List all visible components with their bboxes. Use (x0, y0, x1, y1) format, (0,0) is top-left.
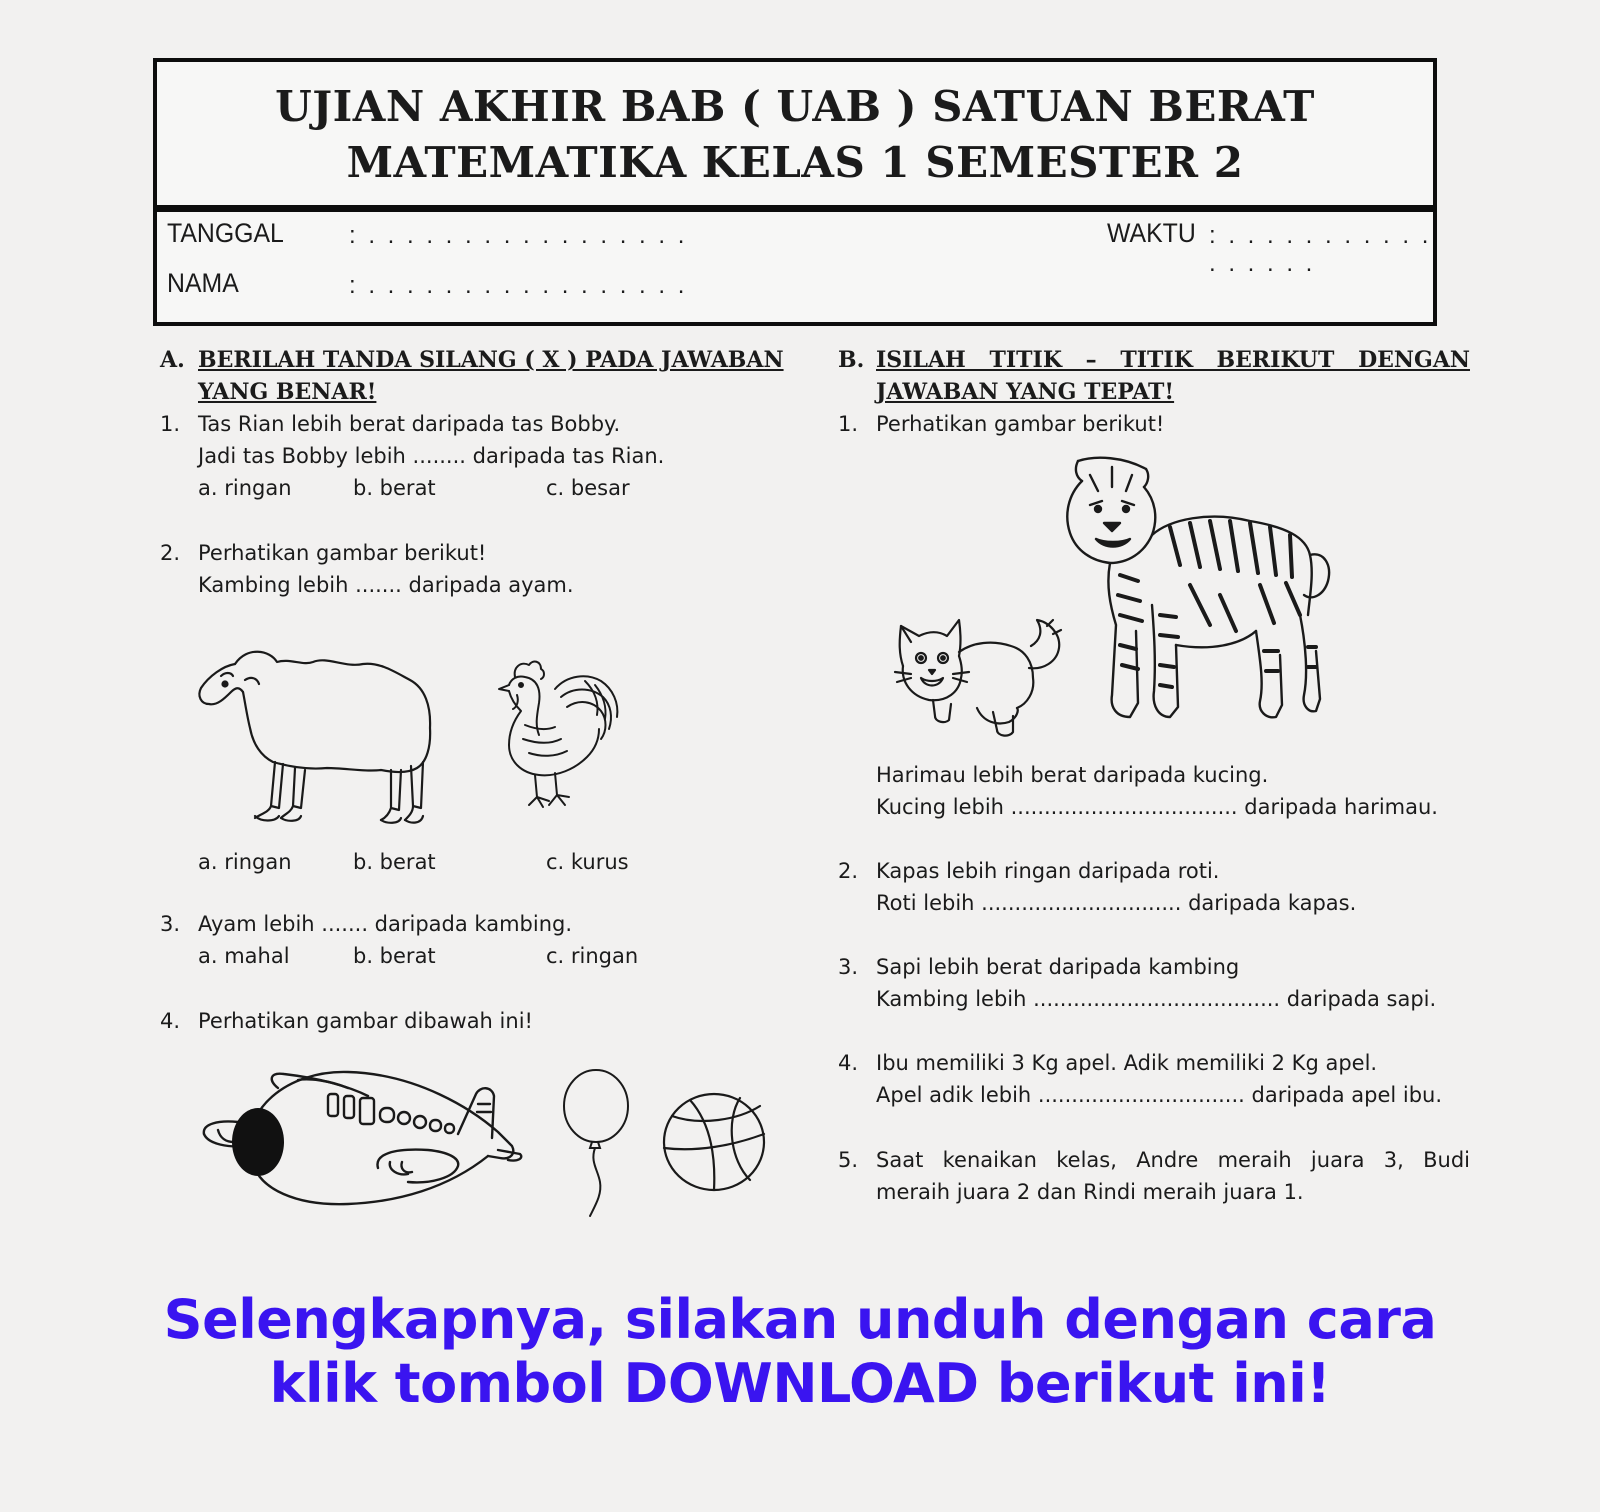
waktu-field: : . . . . . . . . . . . . . . . . . (1209, 222, 1432, 277)
nama-label: NAMA (167, 268, 239, 298)
b-q3-line1: Sapi lebih berat daripada kambing (876, 955, 1240, 979)
section-b-heading-line2: JAWABAN YANG TEPAT! (876, 379, 1175, 405)
b-q1-line2: Harimau lebih berat daripada kucing. (876, 763, 1269, 787)
cat-illustration (893, 612, 1073, 742)
a-q2-line1: Perhatikan gambar berikut! (198, 541, 487, 565)
a-q1-number: 1. (160, 412, 181, 436)
b-q3-line2: Kambing lebih ..................................... daripada sapi. (876, 987, 1437, 1011)
section-a-heading-line1: BERILAH TANDA SILANG ( X ) PADA JAWABAN (198, 347, 784, 373)
section-b-heading-line1: ISILAH TITIK – TITIK BERIKUT DENGAN (876, 347, 1470, 373)
a-q2-option-b: b. berat (353, 850, 436, 874)
section-a-heading-line2: YANG BENAR! (198, 379, 377, 405)
exam-title-box (153, 58, 1437, 209)
section-b-heading (876, 344, 1470, 408)
b-q2-line2: Roti lebih .............................. daripada kapas. (876, 891, 1357, 915)
tanggal-label: TANGGAL (167, 218, 284, 248)
exam-title-line2: MATEMATIKA KELAS 1 SEMESTER 2 (346, 138, 1244, 187)
b-q4-line1: Ibu memiliki 3 Kg apel. Adik memiliki 2 Kg apel. (876, 1051, 1378, 1075)
basketball-illustration (660, 1090, 770, 1196)
a-q4-line1: Perhatikan gambar dibawah ini! (198, 1009, 533, 1033)
a-q2-option-a: a. ringan (198, 850, 292, 874)
a-q3-line1: Ayam lebih ....... daripada kambing. (198, 912, 573, 936)
section-a-heading (198, 344, 794, 408)
a-q1-line2: Jadi tas Bobby lebih ........ daripada tas Rian. (198, 444, 665, 468)
a-q3-option-c: c. ringan (546, 944, 639, 968)
b-q1-line1: Perhatikan gambar berikut! (876, 412, 1165, 436)
b-q5-line2: meraih juara 2 dan Rindi meraih juara 1. (876, 1180, 1304, 1204)
a-q2-line2: Kambing lebih ....... daripada ayam. (198, 573, 574, 597)
b-q4-number: 4. (838, 1051, 859, 1075)
balloon-illustration (560, 1070, 640, 1220)
download-promo-line1: Selengkapnya, silakan unduh dengan cara (163, 1288, 1437, 1351)
section-b-letter: B. (838, 347, 865, 373)
section-a-letter: A. (160, 347, 185, 373)
rooster-illustration (495, 655, 635, 825)
a-q3-option-a: a. mahal (198, 944, 290, 968)
tiger-illustration (1060, 455, 1340, 745)
a-q4-number: 4. (160, 1009, 181, 1033)
nama-field: : . . . . . . . . . . . . . . . . . (349, 272, 688, 299)
sheep-illustration (195, 636, 445, 836)
a-q1-option-b: b. berat (353, 476, 436, 500)
b-q1-line3: Kucing lebih .................................. daripada harimau. (876, 795, 1438, 819)
b-q1-number: 1. (838, 412, 859, 436)
b-q3-number: 3. (838, 955, 859, 979)
waktu-label: WAKTU (1107, 218, 1196, 248)
b-q5-line1: Saat kenaikan kelas, Andre meraih juara 3, Budi (876, 1148, 1470, 1172)
tanggal-field: : . . . . . . . . . . . . . . . . . (349, 222, 688, 249)
exam-title-line1: UJIAN AKHIR BAB ( UAB ) SATUAN BERAT (275, 82, 1315, 131)
a-q1-line1: Tas Rian lebih berat daripada tas Bobby. (198, 412, 621, 436)
a-q2-number: 2. (160, 541, 181, 565)
a-q1-option-c: c. besar (546, 476, 630, 500)
airplane-illustration (198, 1050, 528, 1230)
student-info-box (153, 207, 1437, 326)
download-promo-line2: klik tombol DOWNLOAD berikut ini! (269, 1352, 1331, 1415)
a-q3-number: 3. (160, 912, 181, 936)
b-q2-line1: Kapas lebih ringan daripada roti. (876, 859, 1220, 883)
a-q3-option-b: b. berat (353, 944, 436, 968)
a-q2-option-c: c. kurus (546, 850, 629, 874)
a-q1-option-a: a. ringan (198, 476, 292, 500)
b-q5-number: 5. (838, 1148, 859, 1172)
b-q2-number: 2. (838, 859, 859, 883)
b-q4-line2: Apel adik lebih ............................... daripada apel ibu. (876, 1083, 1443, 1107)
